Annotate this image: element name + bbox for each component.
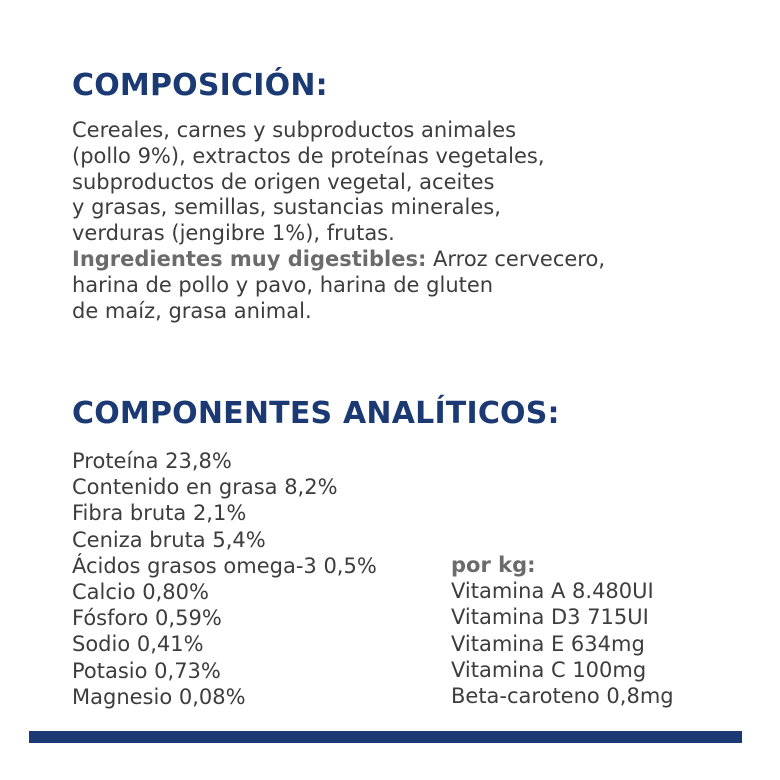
digestible-line: de maíz, grasa animal. xyxy=(72,298,312,323)
composition-line: verduras (jengibre 1%), frutas. xyxy=(72,221,395,246)
vitamin-item: Beta-caroteno 0,8mg xyxy=(451,684,674,709)
vitamin-list xyxy=(451,578,674,709)
composition-line: subproductos de origen vegetal, aceites xyxy=(72,169,495,194)
vitamins-block xyxy=(451,552,674,709)
composition-heading: COMPOSICIÓN: xyxy=(72,68,328,103)
vitamin-item: Vitamina D3 715UI xyxy=(451,605,649,630)
per-kg-label: por kg: xyxy=(451,553,536,577)
nutrient-list xyxy=(72,448,377,710)
nutrient-item: Magnesio 0,08% xyxy=(72,684,246,709)
analytical-heading: COMPONENTES ANALÍTICOS: xyxy=(72,396,560,431)
nutrient-item: Fibra bruta 2,1% xyxy=(72,501,247,526)
nutrient-item: Sodio 0,41% xyxy=(72,632,204,657)
vitamin-item: Vitamina A 8.480UI xyxy=(451,579,654,604)
nutrient-item: Ácidos grasos omega-3 0,5% xyxy=(72,553,377,578)
composition-line: y grasas, semillas, sustancias minerales, xyxy=(72,195,501,220)
nutrient-item: Fósforo 0,59% xyxy=(72,606,222,631)
composition-line: Cereales, carnes y subproductos animales xyxy=(72,118,517,142)
digestible-line: harina de pollo y pavo, harina de gluten xyxy=(72,272,494,297)
digestible-label: Ingredientes muy digestibles: xyxy=(72,246,427,271)
nutrient-item: Contenido en grasa 8,2% xyxy=(72,475,338,500)
digestible-line xyxy=(72,247,605,273)
nutrient-item: Ceniza bruta 5,4% xyxy=(72,527,266,552)
composition-paragraph xyxy=(72,118,605,324)
nutrient-item: Potasio 0,73% xyxy=(72,658,221,683)
vitamin-item: Vitamina E 634mg xyxy=(451,631,645,656)
vitamin-item: Vitamina C 100mg xyxy=(451,657,647,682)
composition-line: (pollo 9%), extractos de proteínas vegetales, xyxy=(72,143,545,168)
digestible-text: Arroz cervecero, xyxy=(426,246,605,271)
nutrient-item: Calcio 0,80% xyxy=(72,580,209,605)
nutrient-item: Proteína 23,8% xyxy=(72,449,232,473)
bottom-bar xyxy=(29,731,742,743)
